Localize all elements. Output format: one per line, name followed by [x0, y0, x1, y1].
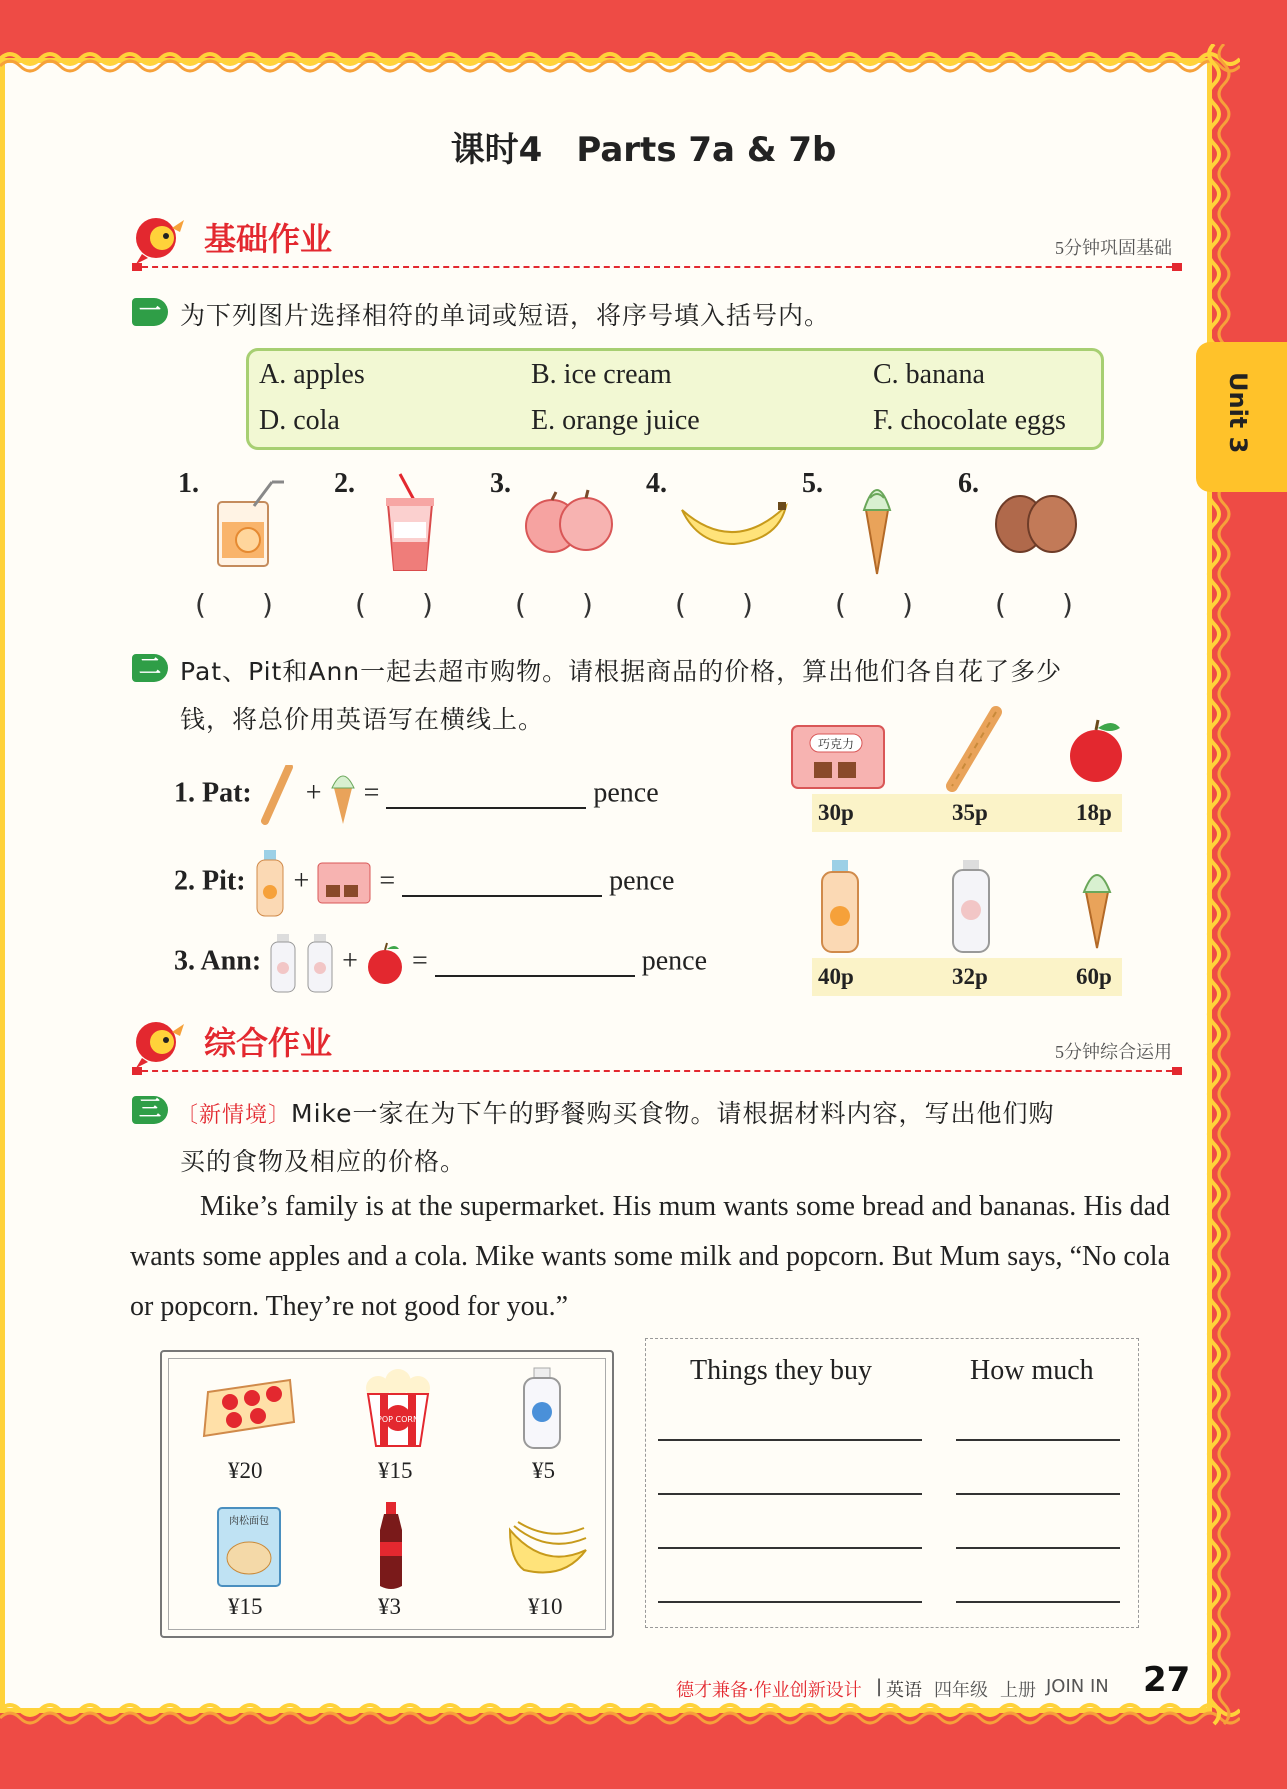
shop-price-floss-bread: ¥15 — [228, 1594, 263, 1619]
shop-price-bread: ¥20 — [228, 1458, 263, 1483]
answer-paren-6[interactable]: ( ) — [995, 588, 1073, 621]
option-d: D. cola — [259, 405, 340, 436]
question-badge-3: 三 — [132, 1096, 168, 1124]
answer-blank-ann[interactable] — [435, 949, 635, 977]
unit-label: pence — [641, 945, 708, 977]
footer-subject: 英语 — [886, 1680, 922, 1701]
answer-line-price-3[interactable] — [956, 1547, 1120, 1549]
table-header-things: Things they buy — [690, 1355, 872, 1386]
milk-bottle-icon — [305, 932, 335, 994]
answer-line-thing-3[interactable] — [658, 1547, 922, 1549]
answer-line-price-2[interactable] — [956, 1493, 1120, 1495]
answer-line-thing-4[interactable] — [658, 1601, 922, 1603]
unit-tab — [1196, 342, 1287, 492]
question-badge-2: 二 — [132, 654, 168, 682]
section-comprehensive-sub: 5分钟综合运用 — [1055, 1042, 1172, 1062]
breadstick-icon — [259, 765, 299, 825]
picture-number-3: 3. — [490, 468, 511, 499]
answer-blank-pat[interactable] — [386, 781, 586, 809]
bread-tray-icon — [200, 1372, 298, 1442]
price-milk: 32p — [952, 964, 988, 989]
milk-bottle-icon — [950, 858, 992, 954]
answer-line-price-1[interactable] — [956, 1439, 1120, 1441]
popcorn-icon — [360, 1368, 436, 1448]
answer-paren-3[interactable]: ( ) — [515, 588, 593, 621]
section-basic-sub: 5分钟巩固基础 — [1055, 238, 1172, 258]
price-chocolate: 30p — [818, 800, 854, 825]
footer-term: 上册 — [1000, 1680, 1036, 1701]
page-number: 27 — [1143, 1660, 1191, 1700]
footer-separator: | — [876, 1676, 883, 1697]
picture-number-2: 2. — [334, 468, 355, 499]
option-c: C. banana — [873, 359, 985, 390]
new-context-tag: 〔新情境〕 — [176, 1103, 292, 1128]
section-rule — [132, 266, 1182, 268]
picture-number-4: 4. — [646, 468, 667, 499]
cola-bottle-icon — [376, 1500, 406, 1592]
word-bank — [246, 348, 1104, 450]
footer-brand: 德才兼备·作业创新设计 — [676, 1680, 862, 1701]
unit-label: pence — [593, 777, 659, 809]
equation-label: 1. Pat: — [174, 777, 252, 809]
option-b: B. ice cream — [531, 359, 672, 390]
footer-grade: 四年级 — [934, 1680, 988, 1701]
shop-price-milk: ¥5 — [532, 1458, 555, 1483]
chocolate-pack-label: 巧克力 — [817, 737, 855, 751]
cola-icon — [380, 470, 440, 576]
price-ice-cream: 60p — [1076, 964, 1112, 989]
apple-icon — [365, 941, 405, 985]
footer-edition: JOIN IN — [1046, 1676, 1109, 1697]
mascot-icon — [132, 210, 188, 266]
apple-icon — [1064, 716, 1128, 784]
chocolate-eggs-icon — [994, 490, 1078, 554]
section-comprehensive-label: 综合作业 — [204, 1024, 333, 1062]
unit-label: pence — [609, 865, 675, 897]
equation-ann: 3. Ann: + = pence — [174, 932, 707, 994]
equation-pat: 1. Pat: + = pence — [174, 764, 659, 826]
bananas-icon — [504, 1520, 590, 1584]
picture-number-5: 5. — [802, 468, 823, 499]
chocolate-pack-icon — [790, 722, 886, 792]
popcorn-label: POP CORN — [377, 1415, 419, 1424]
mascot-icon — [132, 1014, 188, 1070]
question-1-text: 为下列图片选择相符的单词或短语，将序号填入括号内。 — [180, 301, 831, 330]
option-f: F. chocolate eggs — [873, 405, 1066, 436]
chocolate-pack-icon — [316, 861, 372, 905]
shop-price-popcorn: ¥15 — [378, 1458, 413, 1483]
equation-pit: 2. Pit: + = pence — [174, 848, 674, 918]
picture-number-1: 1. — [178, 468, 199, 499]
answer-paren-5[interactable]: ( ) — [835, 588, 913, 621]
answer-paren-1[interactable]: ( ) — [195, 588, 273, 621]
apples-icon — [522, 488, 618, 556]
lesson-title: 课时4 Parts 7a & 7b — [450, 130, 837, 170]
option-a: A. apples — [259, 359, 365, 390]
answer-blank-pit[interactable] — [402, 869, 602, 897]
price-breadstick: 35p — [952, 800, 988, 825]
section-basic-label: 基础作业 — [204, 220, 333, 258]
ice-cream-icon — [1080, 858, 1114, 950]
question-2-line1: Pat、Pit和Ann一起去超市购物。请根据商品的价格，算出他们各自花了多少 — [180, 657, 1063, 686]
floss-bread-label: 肉松面包 — [229, 1516, 269, 1527]
answer-line-thing-2[interactable] — [658, 1493, 922, 1495]
equation-label: 3. Ann: — [174, 945, 262, 977]
question-3-line2: 买的食物及相应的价格。 — [180, 1147, 467, 1176]
picture-number-6: 6. — [958, 468, 979, 499]
question-badge-1: 一 — [132, 298, 168, 326]
answer-line-price-4[interactable] — [956, 1601, 1120, 1603]
orange-juice-icon — [210, 478, 290, 570]
table-header-how-much: How much — [970, 1355, 1094, 1386]
shop-price-cola: ¥3 — [378, 1594, 401, 1619]
reading-passage: Mike’s family is at the supermarket. His mum wants some bread and bananas. His dad wants some apples and a cola. Mike wants some milk and popcorn. But Mum says, “No cola or popcorn. They’re not good for you.” — [130, 1191, 1170, 1322]
ice-cream-icon — [329, 764, 357, 826]
juice-bottle-icon — [818, 858, 862, 954]
unit-tab-label: Unit 3 — [1224, 372, 1252, 454]
breadstick-icon — [940, 706, 1006, 792]
shop-price-bananas: ¥10 — [528, 1594, 563, 1619]
price-juice: 40p — [818, 964, 854, 989]
answer-paren-2[interactable]: ( ) — [355, 588, 433, 621]
question-3-text: Mike一家在为下午的野餐购买食物。请根据材料内容，写出他们购 — [291, 1099, 1055, 1128]
section-rule — [132, 1070, 1182, 1072]
juice-bottle-icon — [253, 848, 287, 918]
answer-line-thing-1[interactable] — [658, 1439, 922, 1441]
price-apple: 18p — [1076, 800, 1112, 825]
banana-icon — [678, 500, 790, 552]
milk-bottle-icon — [520, 1366, 564, 1450]
floss-bread-pack-icon — [214, 1504, 284, 1590]
answer-table — [645, 1338, 1139, 1628]
equation-label: 2. Pit: — [174, 865, 246, 897]
question-3-line1 — [176, 1094, 1055, 1130]
ice-cream-icon — [860, 470, 894, 576]
answer-paren-4[interactable]: ( ) — [675, 588, 753, 621]
milk-bottle-icon — [268, 932, 298, 994]
option-e: E. orange juice — [531, 405, 700, 436]
question-2-line2: 钱，将总价用英语写在横线上。 — [180, 705, 545, 734]
